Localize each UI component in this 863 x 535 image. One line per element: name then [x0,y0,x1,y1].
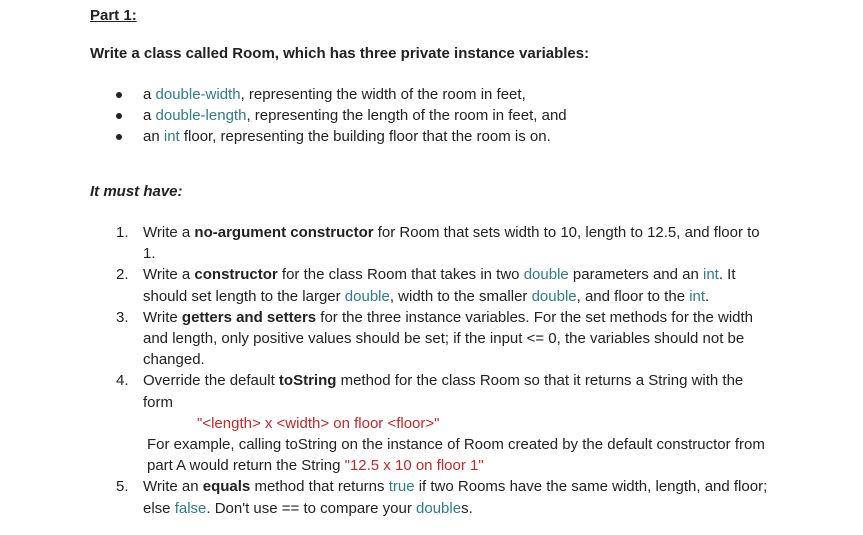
item-text: if two Rooms have the same width, length, and floor; else [143,478,768,517]
item-bold-text: getters and setters [181,308,317,326]
keyword: false [174,499,207,517]
item-text: s. [461,499,473,517]
instance-variable-list [116,84,567,147]
item-text: Write a [143,266,195,284]
item-text: . [705,287,710,305]
bullet-text: an [143,128,164,145]
keyword: double [416,499,462,517]
requirements-list [116,222,776,519]
item-text: method that returns [250,478,389,496]
item-text: , and floor to the [576,287,690,305]
item-bold-text: constructor [194,266,278,284]
item-text: , width to the smaller [389,287,532,305]
item-text: for the three instance variables. For the set methods for the width and length, only positive values should be set; if the input <= 0, the variables should not be changed. [143,308,754,369]
keyword: double-width [155,86,241,103]
item-number: 1. [116,224,129,241]
item-text: Write an [143,478,203,496]
item-text: parameters and an [568,266,703,284]
item-text: . It should set length to the larger [143,266,736,305]
item-number: 3. [116,308,129,326]
item-number: 4. [116,372,129,390]
bullet-text: , representing the length of the room in feet, and [246,107,567,124]
must-have-heading: It must have: [90,183,183,200]
keyword: int [163,128,180,145]
keyword: int [703,266,719,284]
bullet-text: floor, representing the building floor that the room is on. [179,128,551,145]
keyword: double [531,287,577,305]
example-string: "12.5 x 10 on floor 1" [344,457,484,475]
list-item [116,126,567,147]
item-text: . Don't use == to compare your [206,499,417,517]
item-text: Override the default [143,372,279,390]
bullet-dot-icon [116,113,122,119]
requirement-item [116,222,776,264]
bullet-dot-icon [116,134,122,140]
list-item [116,84,567,105]
item-text: Write [143,308,182,326]
bullet-dot-icon [116,92,122,98]
keyword: int [689,287,706,305]
bullet-text: a [143,86,156,103]
requirement-item [116,476,776,518]
requirement-item [116,307,776,371]
item-text: Write a [143,224,195,241]
part-heading: Part 1: [90,7,137,24]
item-text: for the class Room that takes in two [277,266,524,284]
item-number: 2. [116,266,129,284]
example-line [143,434,776,476]
item-text: for Room that sets width to 10, length to 12.5, and floor to 1. [143,224,760,263]
requirement-item [116,264,776,306]
list-item [116,105,567,126]
bullet-text: a [143,107,156,124]
item-bold-text: toString [278,372,337,390]
item-text: method for the class Room so that it returns a String with the form [143,372,744,411]
item-bold-text: equals [202,478,251,496]
item-number: 5. [116,478,129,496]
keyword: double [344,287,390,305]
keyword: double [523,266,569,284]
keyword: true [388,478,415,496]
item-bold-text: no-argument constructor [194,224,374,241]
format-string: "<length> x <width> on floor <floor>" [197,414,440,432]
item-text: For example, calling toString on the instance of Room created by the default constructor from part A would return the String [147,436,765,475]
keyword: double-length [155,107,247,124]
bullet-text: , representing the width of the room in feet, [240,86,526,103]
requirement-item [116,370,776,476]
intro-text: Write a class called Room, which has three private instance variables: [90,45,590,62]
